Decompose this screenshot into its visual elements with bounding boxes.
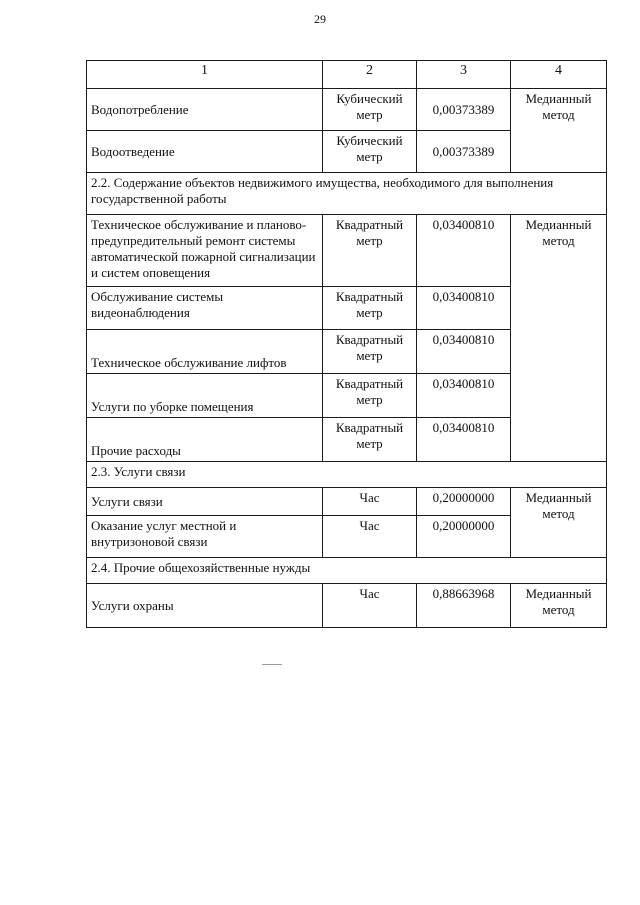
table-row (87, 215, 607, 287)
table-row (87, 584, 607, 628)
row-unit: Час (323, 584, 417, 628)
section-heading-2-4: 2.4. Прочие общехозяйственные нужды (87, 558, 607, 584)
row-unit: Квадратный метр (323, 215, 417, 287)
row-value: 0,20000000 (417, 488, 511, 516)
section-row (87, 173, 607, 215)
row-name: Прочие расходы (87, 418, 323, 462)
column-header-1: 1 (87, 61, 323, 89)
table-row (87, 89, 607, 131)
row-value: 0,03400810 (417, 287, 511, 330)
row-unit: Квадратный метр (323, 330, 417, 374)
row-value: 0,03400810 (417, 330, 511, 374)
row-value: 0,88663968 (417, 584, 511, 628)
table-header-row (87, 61, 607, 89)
row-unit: Час (323, 488, 417, 516)
row-unit: Кубический метр (323, 89, 417, 131)
row-value: 0,20000000 (417, 516, 511, 558)
row-name: Техническое обслуживание лифтов (87, 330, 323, 374)
row-name: Услуги связи (87, 488, 323, 516)
row-name: Услуги по уборке помещения (87, 374, 323, 418)
row-unit: Квадратный метр (323, 418, 417, 462)
section-heading-2-3: 2.3. Услуги связи (87, 462, 607, 488)
method-cell: Медианный метод (511, 215, 607, 462)
table-row (87, 488, 607, 516)
row-name: Водоотведение (87, 131, 323, 173)
method-cell: Медианный метод (511, 488, 607, 558)
row-value: 0,00373389 (417, 89, 511, 131)
scan-mark (262, 664, 282, 665)
row-unit: Квадратный метр (323, 287, 417, 330)
method-cell: Медианный метод (511, 584, 607, 628)
row-name: Оказание услуг местной и внутризоновой связи (87, 516, 323, 558)
row-unit: Час (323, 516, 417, 558)
row-value: 0,00373389 (417, 131, 511, 173)
row-unit: Кубический метр (323, 131, 417, 173)
column-header-4: 4 (511, 61, 607, 89)
row-value: 0,03400810 (417, 215, 511, 287)
row-value: 0,03400810 (417, 418, 511, 462)
column-header-3: 3 (417, 61, 511, 89)
section-heading-2-2: 2.2. Содержание объектов недвижимого имущества, необходимого для выполнения государственной работы (87, 173, 607, 215)
page-number: 29 (314, 12, 326, 26)
row-name: Обслуживание системы видеонаблюдения (87, 287, 323, 330)
section-row (87, 558, 607, 584)
row-name: Услуги охраны (87, 584, 323, 628)
row-name: Водопотребление (87, 89, 323, 131)
column-header-2: 2 (323, 61, 417, 89)
row-name: Техническое обслуживание и планово-предупредительный ремонт системы автоматической пожарной сигнализации и систем оповещения (87, 215, 323, 287)
row-value: 0,03400810 (417, 374, 511, 418)
method-cell: Медианный метод (511, 89, 607, 173)
row-unit: Квадратный метр (323, 374, 417, 418)
section-row (87, 462, 607, 488)
norms-table (86, 60, 607, 628)
